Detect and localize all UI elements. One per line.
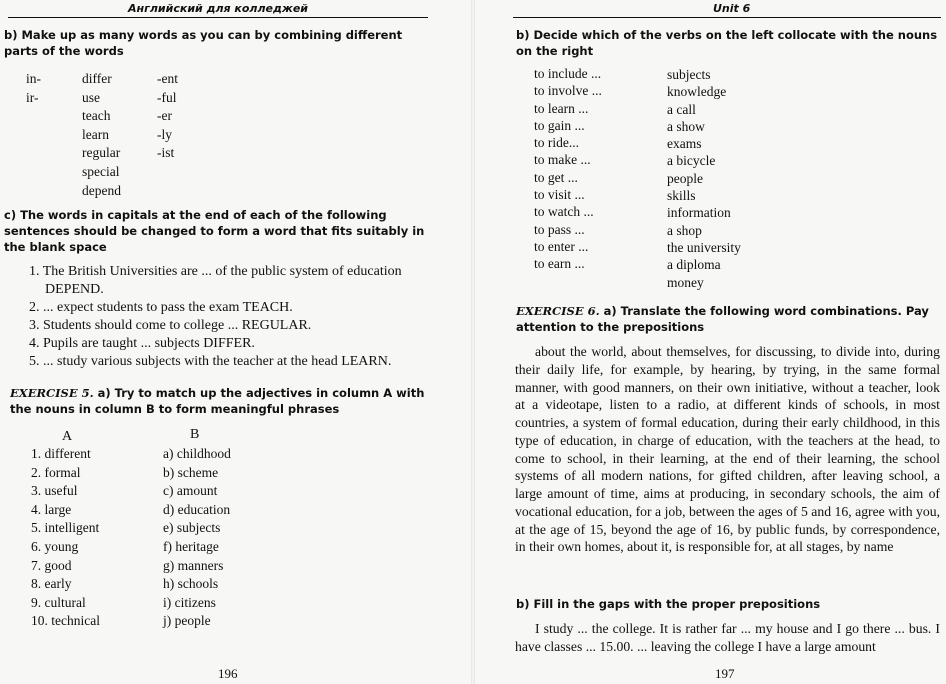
exercise6-text: a) Translate the following word combinations. Pay attention to the prepositions xyxy=(516,304,929,334)
noun-item: a call xyxy=(667,101,696,117)
fill-gaps-text: I study ... the college. It is rather far ... my house and I go there ... bus. I have classes ... 15.00. ... leaving the college I have a large amount xyxy=(515,621,940,654)
noun-item: a bicycle xyxy=(667,153,716,169)
exercise6-word-combinations: about the world, about themselves, for discussing, to divide into, during their daily life, for example, by hearing, by trying, in the same formal manner, with good manners, on their own initiative, without a teacher, look at a videotape, listen to a radio, at different kinds of schools, in most countries, a system of formal education, during their early childhood, in this type of education, in charge of education, with the teachers at the head, to come to school, in their learning, at the end of their learning, the school systems of all modern nations, for gifted children, after leaving school, a large amount of time, aims at producing, in secondary schools, the aim of vocational education, for a job, between the ages of 5 and 16, agree with you, at the age of 15, beyond the age of 16, by public funds, by correspondence, in their own homes, about it, is responsible for, at all stages, by name xyxy=(515,344,940,555)
header-rule-right xyxy=(513,17,941,18)
prefix-item: in- xyxy=(26,71,41,86)
noun-item: exams xyxy=(667,136,702,152)
sentence-item: 1. The British Universities are ... of the public system of education xyxy=(29,264,402,279)
column-b-item: c) amount xyxy=(163,483,218,499)
column-b-header: B xyxy=(190,427,200,442)
verb-item: to visit ... xyxy=(534,187,585,203)
root-item: learn xyxy=(82,126,109,142)
column-a-item: 6. young xyxy=(31,538,79,554)
running-head-left: Английский для колледжей xyxy=(128,2,308,15)
column-b-item: b) scheme xyxy=(163,464,219,480)
column-a-item: 1. different xyxy=(31,446,91,461)
suffix-item: -ent xyxy=(157,71,178,86)
left-section-c-heading: c) The words in capitals at the end of each of the following sentences should be changed to form a word that fits suitably in the blank space xyxy=(4,208,425,254)
root-item: regular xyxy=(82,145,121,161)
exercise6-heading xyxy=(516,303,944,335)
right-section-b2-heading: b) Fill in the gaps with the proper prepositions xyxy=(516,597,821,611)
verb-item: to ride... xyxy=(534,135,579,151)
noun-item: knowledge xyxy=(667,84,727,100)
column-a-item: 5. intelligent xyxy=(31,520,100,536)
right-page xyxy=(473,0,946,684)
root-item: special xyxy=(82,163,120,179)
verb-item: to learn ... xyxy=(534,100,589,116)
verb-item: to make ... xyxy=(534,152,591,168)
verb-item: to get ... xyxy=(534,169,578,185)
root-item: use xyxy=(82,89,100,105)
suffix-item: -er xyxy=(157,108,172,124)
suffix-column xyxy=(157,70,178,163)
noun-item: people xyxy=(667,170,703,186)
noun-item: a show xyxy=(667,118,705,134)
sentence-item: 2. ... expect students to pass the exam TEACH. xyxy=(29,300,293,315)
verb-column xyxy=(534,65,602,273)
column-a-list xyxy=(31,445,100,631)
column-b-list xyxy=(163,445,231,631)
running-head-right: Unit 6 xyxy=(713,2,751,15)
column-a-item: 8. early xyxy=(31,576,72,592)
exercise6-label: EXERCISE 6. xyxy=(516,304,600,318)
verb-item: to earn ... xyxy=(534,256,585,272)
column-a-item: 10. technical xyxy=(31,613,100,629)
column-b-item: j) people xyxy=(163,613,211,629)
noun-item: money xyxy=(667,274,704,290)
verb-item: to involve ... xyxy=(534,83,602,99)
column-a-header: A xyxy=(62,429,73,444)
verb-item: to include ... xyxy=(534,66,602,81)
suffix-item: -ful xyxy=(157,89,177,105)
verb-item: to watch ... xyxy=(534,204,594,220)
column-a-item: 7. good xyxy=(31,557,72,573)
prefix-item: ir- xyxy=(26,89,39,105)
verb-item: to enter ... xyxy=(534,238,589,254)
noun-item: the university xyxy=(667,239,741,255)
column-b-item: d) education xyxy=(163,501,231,517)
noun-item: a diploma xyxy=(667,257,721,273)
verb-item: to gain ... xyxy=(534,117,585,133)
page-number-right: 197 xyxy=(715,666,735,681)
column-b-item: h) schools xyxy=(163,576,219,592)
right-section-b-heading: b) Decide which of the verbs on the left collocate with the nouns on the right xyxy=(516,28,938,58)
sentence-list xyxy=(29,263,439,371)
root-column xyxy=(82,70,121,200)
exercise5-text: a) Try to match up the adjectives in column A with the nouns in column B to form meaningful phrases xyxy=(10,386,425,416)
root-item: depend xyxy=(82,182,121,198)
sentence-item: DEPEND. xyxy=(45,282,104,297)
header-rule-left xyxy=(8,17,428,18)
root-item: differ xyxy=(82,71,112,86)
exercise5-label: EXERCISE 5. xyxy=(10,386,94,400)
noun-item: subjects xyxy=(667,67,711,82)
exercise5-heading xyxy=(10,385,435,417)
sentence-item: 4. Pupils are taught ... subjects DIFFER. xyxy=(29,336,255,351)
prefix-column xyxy=(26,70,41,107)
noun-item: a shop xyxy=(667,222,702,238)
sentence-item: 3. Students should come to college ... REGULAR. xyxy=(29,318,312,333)
left-section-b-heading: b) Make up as many words as you can by combining different parts of the words xyxy=(4,28,403,58)
suffix-item: -ist xyxy=(157,145,175,161)
noun-column xyxy=(667,66,741,291)
column-b-item: a) childhood xyxy=(163,446,231,461)
noun-item: skills xyxy=(667,188,696,204)
page-number-left: 196 xyxy=(218,666,238,681)
noun-item: information xyxy=(667,205,731,221)
column-b-item: i) citizens xyxy=(163,594,216,610)
column-b-item: f) heritage xyxy=(163,538,219,554)
column-a-item: 3. useful xyxy=(31,483,78,499)
column-a-item: 4. large xyxy=(31,501,72,517)
column-b-item: e) subjects xyxy=(163,520,221,536)
root-item: teach xyxy=(82,108,111,124)
column-b-item: g) manners xyxy=(163,557,224,573)
suffix-item: -ly xyxy=(157,126,172,142)
column-a-item: 9. cultural xyxy=(31,594,86,610)
verb-item: to pass ... xyxy=(534,221,585,237)
sentence-item: 5. ... study various subjects with the teacher at the head LEARN. xyxy=(29,354,392,369)
column-a-item: 2. formal xyxy=(31,464,81,480)
